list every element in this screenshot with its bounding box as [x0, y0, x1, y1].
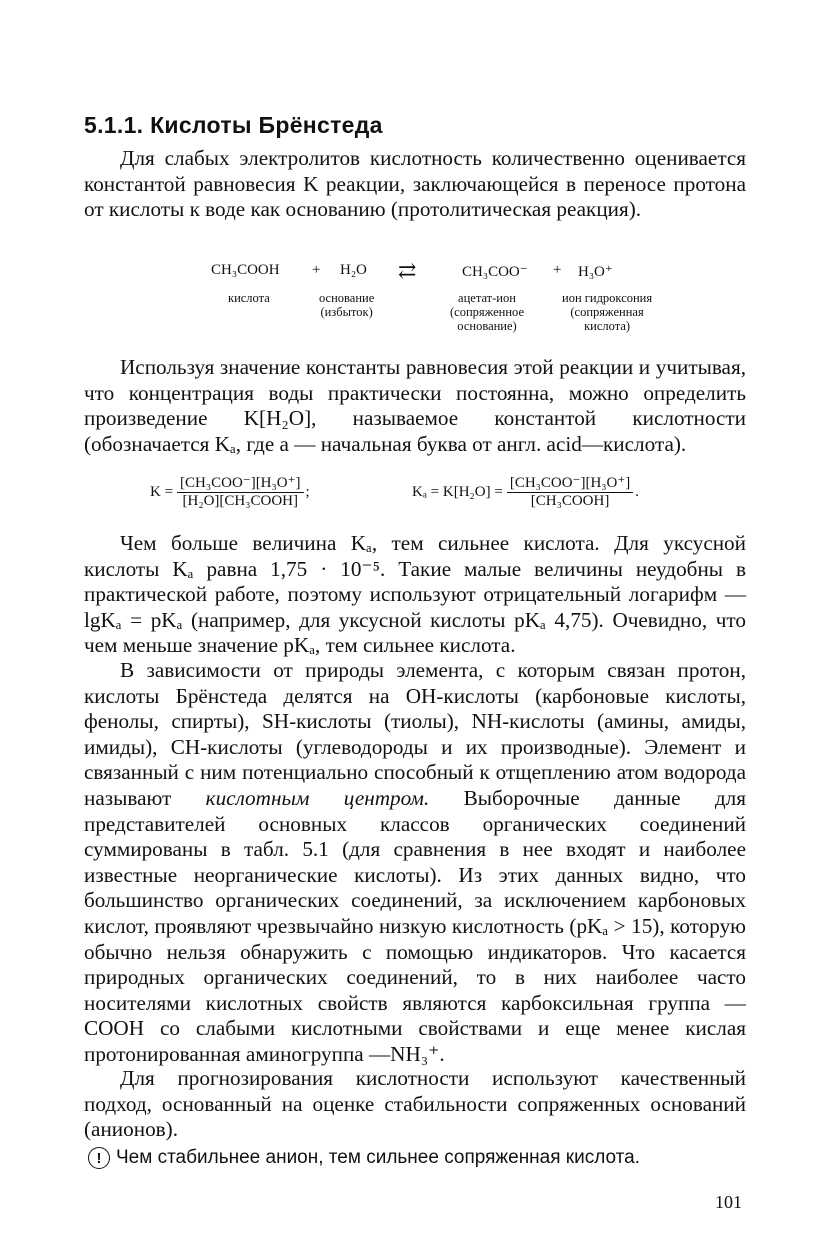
- label-acid: кислота: [228, 291, 270, 305]
- plus-sign-2: +: [553, 262, 562, 278]
- label-hydronium: ион гидроксония (сопряженная кислота): [562, 291, 653, 333]
- k-denominator: [H₂O][CH₃COOH]: [182, 493, 298, 509]
- paragraph-3: Чем больше величина Kₐ, тем сильнее кислота. Для уксусной кислоты Kₐ равна 1,75 · 10⁻⁵. Такие малые величины неудобны в практической работе, поэтому используют отрицательный логарифм —lgKₐ = pKₐ (например, для уксусной кислоты pKₐ 4,75). Очевидно, что чем меньше значение pKₐ, тем сильнее кислота.: [84, 531, 746, 658]
- label-base: основание (избыток): [319, 291, 375, 319]
- plus-sign: +: [312, 262, 321, 278]
- paragraph-1: Для слабых электролитов кислотность количественно оценивается константой равновесия K реакции, заключающейся в переносе протона от кислоты к воде как основанию (протолитическая реакция).: [84, 146, 746, 222]
- paragraph-4-text-b: Выборочные данные для представителей основных классов органических соединений суммированы в табл. 5.1 (для сравнения в нее входят и наиболее известные неорганические кислоты). Из этих данных видно, что большинство органических соединений, за исключением карбоновых кислот, проявляют чрезвычайно низкую кислотность (pKₐ > 15), которую обычно нельзя обнаружить с помощью индикаторов. Что касается природных органических соединений, то в них наиболее часто носителями кислотных свойств являются карбоксильная группа —COOH со слабыми кислотными свойствами и еще менее кислая протонированная аминогруппа —NH₃⁺.: [84, 785, 746, 1066]
- acidity-constant-formula: [412, 475, 639, 510]
- paragraph-4: [84, 658, 746, 1068]
- k-fraction: [177, 475, 303, 510]
- k-numerator: [CH₃COO⁻][H₃O⁺]: [177, 475, 303, 493]
- k-lhs: K =: [150, 484, 174, 500]
- ka-fraction: [507, 475, 633, 510]
- paragraph-4-text-a: В зависимости от природы элемента, с которым связан протон, кислоты Брёнстеда делятся на OH-кислоты (карбоновые кислоты, фенолы, спирты), SH-кислоты (тиолы), NH-кислоты (амины, амиды, имиды), CH-кислоты (углеводороды и их производные). Элемент и связанный с ним потенциально способный к отщеплению атом водорода называют: [84, 658, 746, 810]
- section-number: 5.1.1.: [84, 112, 144, 138]
- page-number: 101: [715, 1192, 742, 1212]
- paragraph-2: Используя значение константы равновесия этой реакции и учитывая, что концентрация воды практически постоянна, можно определить произведение K[H₂O], называемое константой кислотности (обозначается Kₐ, где a — начальная буква от англ. acid—кислота).: [84, 355, 746, 456]
- key-note: [88, 1147, 640, 1169]
- k-tail: ;: [305, 484, 310, 500]
- ka-tail: .: [635, 484, 640, 500]
- section-heading: [84, 112, 383, 139]
- equilibrium-arrow: ⇄: [398, 258, 417, 283]
- reactant-water: H₂O: [340, 262, 367, 278]
- section-title: Кислоты Брёнстеда: [150, 112, 383, 138]
- equilibrium-constant-formula: [150, 475, 310, 510]
- ka-denominator: [CH₃COOH]: [530, 493, 610, 509]
- paragraph-5: Для прогнозирования кислотности используют качественный подход, основанный на оценке стабильности сопряженных оснований (анионов).: [84, 1066, 746, 1142]
- term-acid-center: кислотным центром.: [205, 785, 430, 810]
- product-acetate: CH₃COO⁻: [462, 264, 528, 280]
- label-acetate: ацетат-ион (сопряженное основание): [450, 291, 524, 333]
- product-hydronium: H₃O⁺: [578, 264, 613, 280]
- exclamation-icon: !: [88, 1147, 110, 1169]
- ka-numerator: [CH₃COO⁻][H₃O⁺]: [507, 475, 633, 493]
- reactant-acid: CH₃COOH: [211, 262, 280, 278]
- ka-lhs: Kₐ = K[H₂O] =: [412, 484, 503, 500]
- note-text: Чем стабильнее анион, тем сильнее сопряженная кислота.: [116, 1147, 641, 1168]
